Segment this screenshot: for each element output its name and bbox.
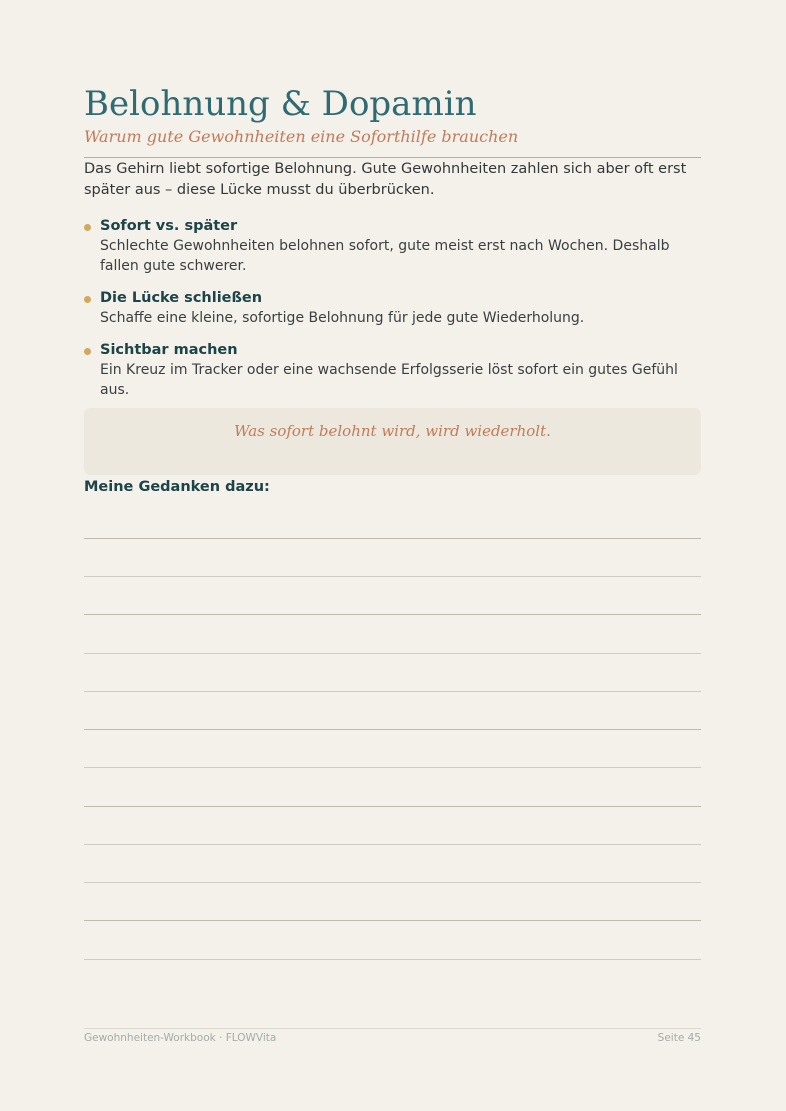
- writing-line[interactable]: [84, 538, 701, 539]
- writing-line[interactable]: [84, 729, 701, 730]
- quote-text: Was sofort belohnt wird, wird wiederholt.: [234, 422, 551, 440]
- writing-line[interactable]: [84, 882, 701, 883]
- bullet-text: Schaffe eine kleine, sofortige Belohnung für jede gute Wiederholung.: [100, 310, 585, 326]
- bullet-title: Sichtbar machen: [100, 342, 238, 358]
- writing-lines[interactable]: [84, 0, 701, 1111]
- writing-line[interactable]: [84, 767, 701, 768]
- writing-line[interactable]: [84, 576, 701, 577]
- page-title: Belohnung & Dopamin: [84, 84, 477, 124]
- bullet-title: Die Lücke schließen: [100, 290, 263, 306]
- page-number: Seite 45: [657, 1032, 701, 1044]
- footer-brand: Gewohnheiten-Workbook · FLOWVita: [84, 1032, 277, 1044]
- writing-line[interactable]: [84, 806, 701, 807]
- writing-line[interactable]: [84, 691, 701, 692]
- writing-line[interactable]: [84, 614, 701, 615]
- footer-divider: [84, 1028, 701, 1029]
- writing-line[interactable]: [84, 844, 701, 845]
- page-subtitle: Warum gute Gewohnheiten eine Soforthilfe brauchen: [84, 127, 519, 146]
- notes-label: Meine Gedanken dazu:: [84, 479, 270, 495]
- bullet-title: Sofort vs. später: [100, 218, 238, 234]
- bullet-text: Schlechte Gewohnheiten belohnen sofort, gute meist erst nach Wochen. Deshalb fallen gute schwerer.: [100, 238, 670, 274]
- bullet-text: Ein Kreuz im Tracker oder eine wachsende Erfolgsserie löst sofort ein gutes Gefühl aus.: [100, 362, 678, 398]
- intro-paragraph: Das Gehirn liebt sofortige Belohnung. Gute Gewohnheiten zahlen sich aber oft erst später aus – diese Lücke musst du überbrücken.: [84, 161, 687, 198]
- writing-line[interactable]: [84, 959, 701, 960]
- writing-line[interactable]: [84, 920, 701, 921]
- writing-line[interactable]: [84, 653, 701, 654]
- workbook-page: [84, 0, 701, 1111]
